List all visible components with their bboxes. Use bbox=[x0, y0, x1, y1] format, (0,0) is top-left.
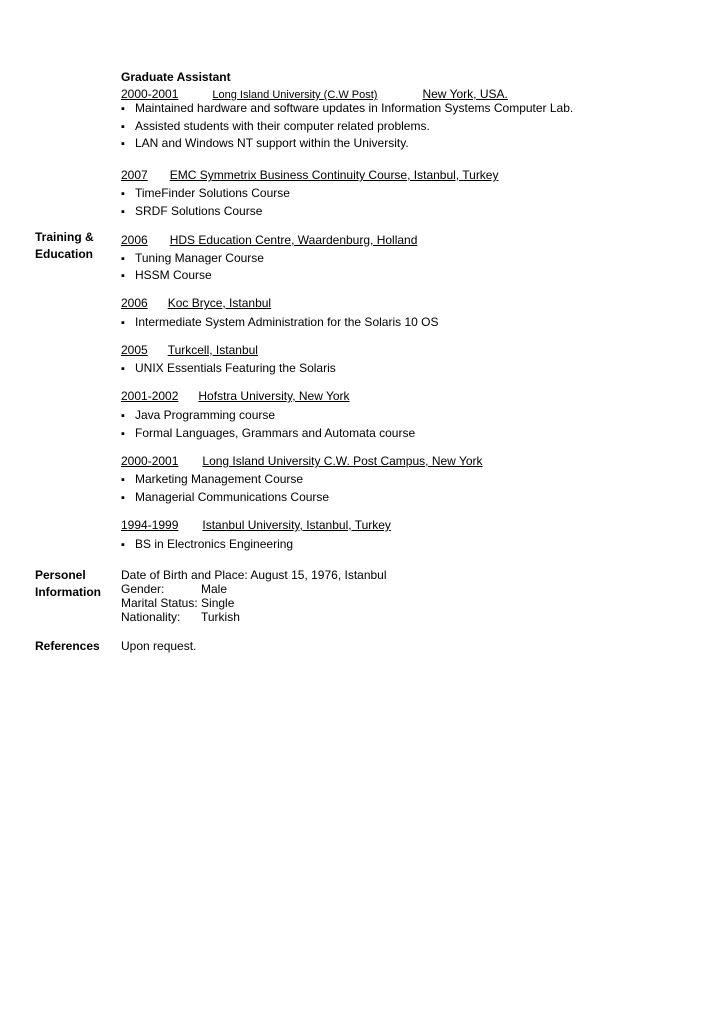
list-item: ▪ Managerial Communications Course bbox=[121, 490, 329, 505]
birth-info: Date of Birth and Place: August 15, 1976, Istanbul bbox=[121, 568, 387, 582]
training-header: 2000-2001 Long Island University C.W. Post Campus, New York bbox=[121, 454, 483, 468]
marital-info: Marital Status: Single bbox=[121, 596, 235, 610]
job-years: 2000-2001 bbox=[121, 87, 179, 101]
training-header: 2006 HDS Education Centre, Waardenburg, Holland bbox=[121, 233, 418, 247]
job-org: Long Island University (C.W Post) bbox=[212, 89, 378, 101]
job-location: New York, USA. bbox=[422, 87, 508, 101]
training-header: 2007 EMC Symmetrix Business Continuity Course, Istanbul, Turkey bbox=[121, 168, 499, 182]
list-item: ▪ Marketing Management Course bbox=[121, 472, 303, 487]
training-header: 2001-2002 Hofstra University, New York bbox=[121, 389, 350, 403]
list-item: ▪ Maintained hardware and software updates in Information Systems Computer Lab. bbox=[121, 101, 573, 116]
list-item: ▪ Tuning Manager Course bbox=[121, 251, 264, 266]
list-item: ▪ Assisted students with their computer related problems. bbox=[121, 119, 430, 134]
list-item: ▪ Formal Languages, Grammars and Automata course bbox=[121, 426, 415, 441]
list-item: ▪ BS in Electronics Engineering bbox=[121, 537, 293, 552]
list-item: ▪ Java Programming course bbox=[121, 408, 275, 423]
section-heading-training: Training & Education bbox=[35, 230, 94, 261]
list-item: ▪ TimeFinder Solutions Course bbox=[121, 186, 290, 201]
list-item: ▪ Intermediate System Administration for the Solaris 10 OS bbox=[121, 315, 438, 330]
training-header: 2006 Koc Bryce, Istanbul bbox=[121, 296, 272, 310]
references-text: Upon request. bbox=[121, 639, 197, 653]
gender-info: Gender: Male bbox=[121, 582, 228, 596]
section-heading-personal: Personel Information bbox=[35, 568, 101, 599]
job-title: Graduate Assistant bbox=[121, 70, 231, 84]
list-item: ▪ HSSM Course bbox=[121, 268, 212, 283]
job-header bbox=[121, 87, 508, 102]
list-item: ▪ LAN and Windows NT support within the University. bbox=[121, 136, 409, 151]
section-heading-references: References bbox=[35, 639, 100, 653]
training-header: 1994-1999 Istanbul University, Istanbul, Turkey bbox=[121, 518, 391, 532]
nationality-info: Nationality: Turkish bbox=[121, 610, 240, 624]
list-item: ▪ SRDF Solutions Course bbox=[121, 204, 262, 219]
training-header: 2005 Turkcell, Istanbul bbox=[121, 343, 258, 357]
list-item: ▪ UNIX Essentials Featuring the Solaris bbox=[121, 361, 336, 376]
